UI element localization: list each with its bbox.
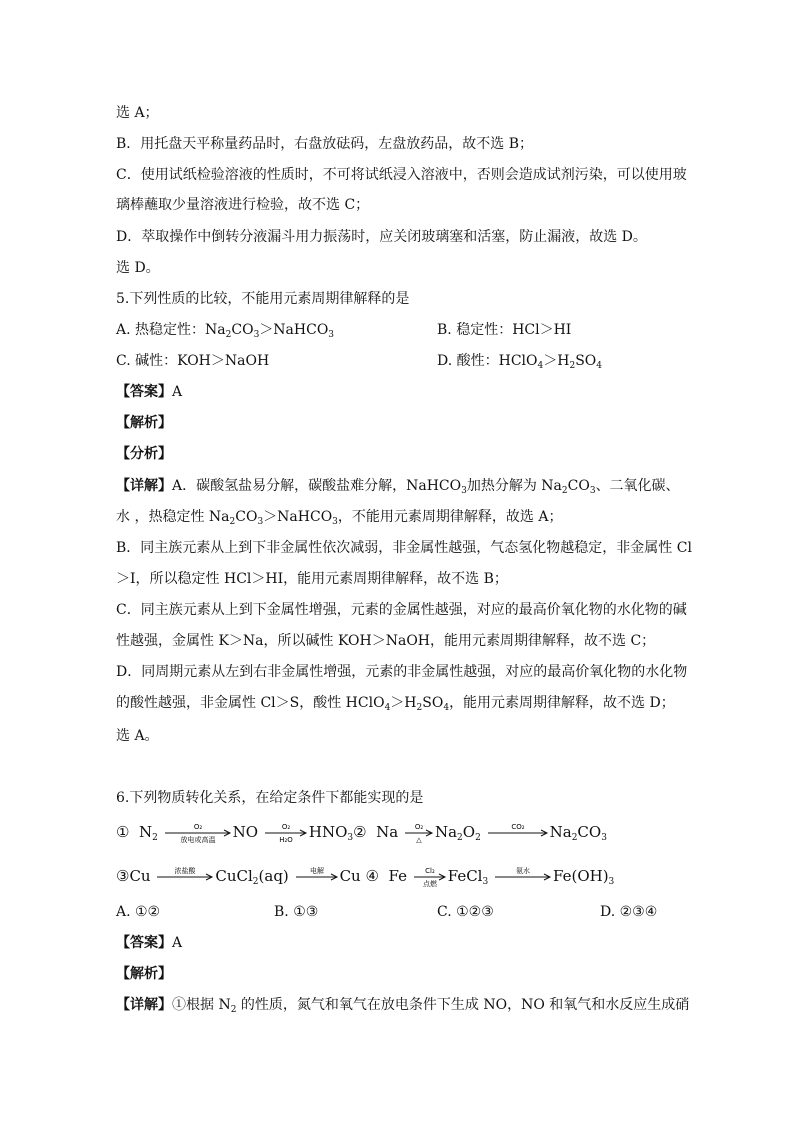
detail-line: B．同主族元素从上到下非金属性依次减弱，非金属性越强，气态氢化物越稳定，非金属性 Cl [116,540,692,556]
reaction-arrow [412,866,448,888]
question-6-options [116,902,686,922]
detail-tag: 【详解】 [116,478,172,494]
detail-line: D．同周期元素从左到右非金属性增强，元素的非金属性越强，对应的最高价氧化物的水化物 [116,664,688,680]
svg-text:O₂: O₂ [414,823,424,831]
reaction-arrow [486,822,550,844]
reaction-row-1: ① $N_2$ O₂ 放电或高温 NO O₂ H₂O $HNO_3②$ Na O₂ △ $Na_2O_2$ CO₂ $Na_2CO_3$ [116,823,607,844]
reaction-arrow [263,822,309,844]
detail-line: 【详解】①根据 $N_2$ 的性质，氮气和氧气在放电条件下生成 NO，NO 和氧气和水反应生成硝 [116,997,690,1015]
option-d: D. ②③④ [600,904,658,920]
fenxi-tag: 【分析】 [116,446,172,462]
svg-text:Cl₂: Cl₂ [424,867,435,875]
option-a: A. 热稳定性：$Na_2CO_3>NaHCO_3$ [116,322,335,340]
option-d: D. 酸性：$HClO_4>H_2SO_4$ [437,353,603,371]
answer-tag: 【答案】 [116,935,172,951]
svg-text:O₂: O₂ [193,823,202,831]
question-6-stem: 6.下列物质转化关系，在给定条件下都能实现的是 [116,790,424,806]
svg-text:电解: 电解 [309,867,324,875]
detail-line: 水 ，热稳定性 $Na_2CO_3>NaHCO_3$，不能用元素周期律解释，故选 A； [116,509,563,527]
text-line: 璃棒蘸取少量溶液进行检验，故不选 C； [116,197,370,213]
reaction-arrow [155,866,215,888]
answer-line [116,382,182,402]
reaction-arrow [163,822,233,844]
detail-line: 【详解】A．碳酸氢盐易分解，碳酸盐难分解，NaHCO$_3$加热分解为 $Na_2CO_3$、二氧化碳、 [116,478,680,496]
reaction-arrow [294,866,340,888]
analysis-tag: 【解析】 [116,966,172,982]
option-b: B. ①③ [274,904,319,920]
text-line: 选 A； [116,105,159,121]
text-line: 选 D。 [116,260,160,276]
answer-line [116,933,182,953]
option-c: C. ①②③ [437,904,494,920]
reaction-arrow [403,822,435,844]
reaction-arrow [493,866,553,888]
option-a: A. ①② [116,904,161,920]
question-5-options-row-1 [116,320,572,340]
detail-line: 性越强，金属性 K＞Na，所以碱性 KOH＞NaOH，能用元素周期律解释，故不选 C； [116,633,656,649]
detail-line: 选 A。 [116,728,159,744]
answer-value: A [172,384,183,400]
detail-tag: 【详解】 [116,997,172,1013]
question-5-stem: 5.下列性质的比较，不能用元素周期律解释的是 [116,291,410,307]
detail-line: C．同主族元素从上到下金属性增强，元素的金属性越强，对应的最高价氧化物的水化物的碱 [116,602,687,618]
svg-text:H₂O: H₂O [279,836,293,844]
svg-text:点燃: 点燃 [422,880,437,888]
text-line: C．使用试纸检验溶液的性质时，不可将试纸浸入溶液中，否则会造成试剂污染，可以使用玻 [116,167,687,183]
svg-text:△: △ [416,836,422,844]
text-line: D．萃取操作中倒转分液漏斗用力振荡时，应关闭玻璃塞和活塞，防止漏液，故选 D。 [116,229,647,245]
reaction-row-2: ③Cu 浓盐酸 CuCl$_2$(aq) 电解 Cu ④ Fe Cl₂ 点燃 FeCl$_3$ 氨水 $Fe(OH)_3$ [116,867,615,888]
answer-value: A [172,935,183,951]
answer-tag: 【答案】 [116,384,172,400]
text-line: B．用托盘天平称量药品时，右盘放砝码，左盘放药品，故不选 B； [116,136,534,152]
detail-line: 的酸性越强，非金属性 Cl＞S，酸性 $HClO_4>H_2SO_4$，能用元素周期律解释，故不选 D； [116,695,675,713]
svg-text:O₂: O₂ [281,823,291,831]
detail-line: ＞I，所以稳定性 HCl＞HI，能用元素周期律解释，故不选 B； [116,571,508,587]
option-b: B. 稳定性：HCl＞HI [437,322,572,338]
svg-text:浓盐酸: 浓盐酸 [174,867,196,875]
analysis-tag: 【解析】 [116,415,172,431]
option-c: C. 碱性：KOH＞NaOH [116,353,270,369]
question-5-options-row-2 [116,351,603,371]
svg-text:氨水: 氨水 [516,867,530,875]
svg-text:CO₂: CO₂ [511,823,525,831]
svg-text:放电或高温: 放电或高温 [180,836,216,844]
